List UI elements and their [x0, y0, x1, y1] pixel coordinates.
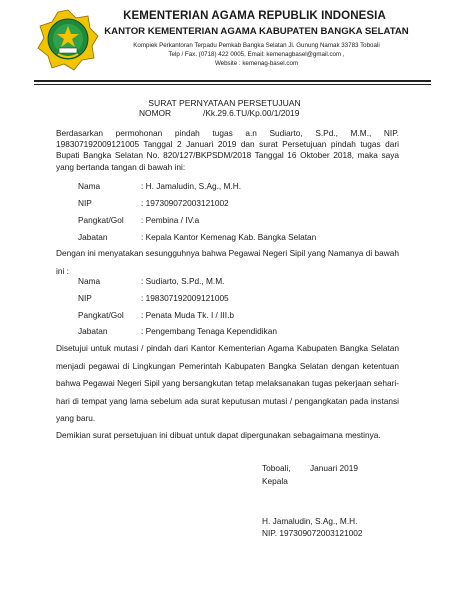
employee-position-value: : Pengembang Tenaga Kependidikan	[141, 326, 277, 336]
document-number-value: /Kk.29.6.TU/Kp.00/1/2019	[203, 108, 300, 118]
signer-position-label: Jabatan	[78, 232, 108, 242]
signature-nip: NIP. 197309072003121002	[262, 528, 363, 538]
signer-name-label: Nama	[78, 181, 101, 191]
document-title: SURAT PERNYATAAN PERSETUJUAN	[148, 98, 301, 108]
document-number-label: NOMOR	[139, 108, 172, 118]
employee-name-label: Nama	[78, 276, 101, 286]
signer-position-value: : Kepala Kantor Kemenag Kab. Bangka Selatan	[141, 232, 317, 242]
closing-paragraph: Demikian surat persetujuan ini dibuat untuk dapat dipergunakan sebagaimana mestinya.	[56, 430, 381, 440]
employee-rank-value: : Penata Muda Tk. I / III.b	[141, 310, 235, 320]
signature-name: H. Jamaludin, S.Ag., M.H.	[262, 516, 358, 526]
employee-position-label: Jabatan	[78, 326, 108, 336]
header-website-line: Website : kemenag-basel.com	[214, 60, 299, 67]
approval-paragraph: Disetujui untuk mutasi / pindah dari Kantor Kementerian Agama Kabupaten Bangka Selatan menjadi pegawai di Lingkungan Pemerintah Kabupaten Bangka Selatan dengan ketentuan bahwa Pegawai Negeri Sipil yang bersangkutan tetap melaksanakan tugas pekerjaan sehari-hari di tempat yang lama sebelum ada surat keputusan mutasi / pengangkatan pada instansi yang baru.	[56, 343, 399, 423]
signer-nip-label: NIP	[78, 198, 92, 208]
document-number	[139, 108, 299, 118]
header-contact-line: Telp / Fax. (0718) 422 0005, Email: kemenagbasel@gmail.com ,	[168, 51, 345, 58]
employee-nip-label: NIP	[78, 293, 92, 303]
header-office: KANTOR KEMENTERIAN AGAMA KABUPATEN BANGKA SELATAN	[104, 26, 409, 37]
employee-nip-value: : 198307192009121005	[141, 293, 229, 303]
intro-paragraph: Berdasarkan permohonan pindah tugas a.n Sudiarto, S.Pd., M.M., NIP. 198307192009121005 Tanggal 2 Januari 2019 dan surat Persetujuan pindah tugas dari Bupati Bangka Selatan No. 820/127/BKPSDM/2018 Tanggal 16 Oktober 2018, maka saya yang bertanda tangan di bawah ini:	[56, 128, 399, 172]
signer-rank-label: Pangkat/Gol	[78, 215, 124, 225]
header-address	[0, 41, 449, 68]
header-address-line: Kompiek Perkantoran Terpadu Pemkab Bangka Selatan Jl. Gunung Namak 33783 Toboali	[133, 42, 380, 49]
employee-name-value: : Sudiarto, S.Pd., M.M.	[141, 276, 225, 286]
header-ministry: KEMENTERIAN AGAMA REPUBLIK INDONESIA	[123, 10, 386, 22]
header-rule-thick	[34, 80, 431, 82]
signature-date: Januari 2019	[310, 463, 358, 473]
signature-position: Kepala	[262, 476, 288, 486]
statement-paragraph: Dengan ini menyatakan sesungguhnya bahwa Pegawai Negeri Sipil yang Namanya di bawah ini :	[56, 248, 399, 276]
header-rule-thin	[34, 84, 431, 85]
signer-name-value: : H. Jamaludin, S.Ag., M.H.	[141, 181, 242, 191]
employee-rank-label: Pangkat/Gol	[78, 310, 124, 320]
signer-rank-value: : Pembina / IV.a	[141, 215, 200, 225]
signer-nip-value: : 197309072003121002	[141, 198, 229, 208]
signature-place: Toboali,	[262, 463, 291, 473]
